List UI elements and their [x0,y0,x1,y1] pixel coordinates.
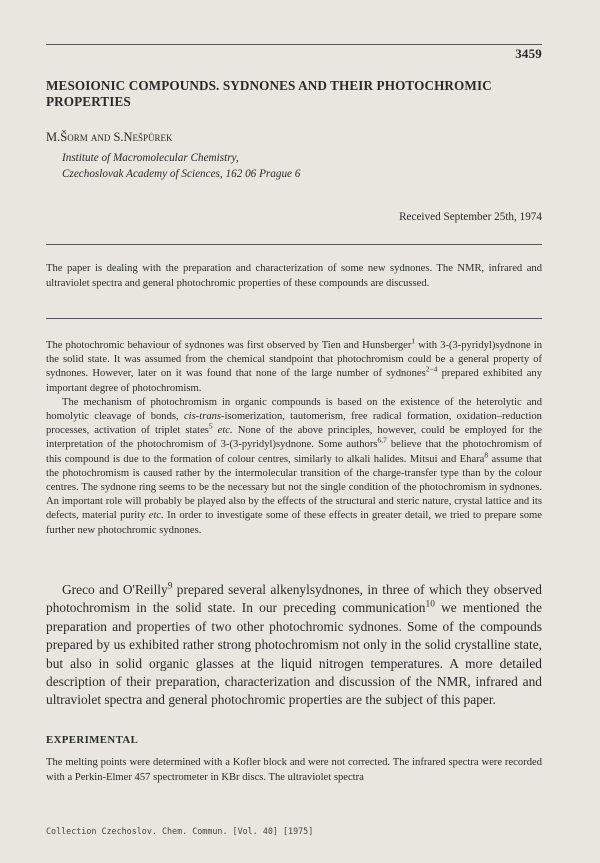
affiliation [62,150,300,182]
top-rule [46,44,542,45]
citation-ref: 9 [167,581,173,592]
intro-paragraph-2 [46,396,542,538]
journal-footer: Collection Czechoslov. Chem. Commun. [Vol. 40] [1975] [46,826,314,836]
text-run: The photochromic behaviour of sydnones was first observed by Tien and Hunsberger [46,340,412,351]
citation-ref: 5 [208,421,213,431]
italic-term: etc. [217,425,233,437]
received-date: Received September 25th, 1974 [399,211,542,223]
page-number: 3459 [515,46,542,61]
text-run: prepared exhibited any important degree of photochromism. [46,368,542,394]
text-run: Greco and O'Reilly [62,582,168,597]
abstract: The paper is dealing with the preparation and characterization of some new sydnones. The NMR, infrared and ultraviolet spectra and general photochromic properties of these compounds are discussed. [46,263,542,289]
citation-ref: 2−4 [425,364,438,374]
main-paragraph [46,581,542,710]
article-title: MESOIONIC COMPOUNDS. SYDNONES AND THEIR PHOTOCHROMIC PROPERTIES [46,78,492,109]
italic-term: cis-trans [183,411,222,423]
text-run: we mentioned the preparation and properties of two other photochromic sydnones. Some of the compounds prepared by us exhibited rather strong photochromism not only in the solid crystalline state, but also in solid organic glasses at the liquid nitrogen temperatures. A more detailed description of their preparation, characterization and discussion of the NMR, infrared and ultraviolet spectra and general photochromic properties are the subject of this paper. [46,600,543,708]
text-run: The mechanism of photochromism in organic compounds is based on the existence of the heterolytic and homolytic cleavage of bonds, [46,396,542,423]
affiliation-line-2: Czechoslovak Academy of Sciences, 162 06 Prague 6 [62,168,301,180]
italic-term: etc. [148,510,164,522]
authors: M.Šorm and S.Nešpůrek [46,130,173,144]
section-heading-experimental: EXPERIMENTAL [46,734,139,746]
abstract-bottom-rule [46,318,542,319]
text-run: prepared several alkenylsydnones, in three of which they observed photochromism in the solid state. In our preceding communication [46,582,542,616]
citation-ref: 8 [484,450,489,460]
text-run: -isomerization, tautomerism, free radical formation, oxidation–reduction processes, activation of triplet states [46,411,542,437]
text-run: None of the above principles, however, could be employed for the interpretation of the photochromism of 3-(3-pyridyl)sydnone. Some authors [46,425,542,451]
citation-ref: 6,7 [377,435,387,445]
affiliation-line-1: Institute of Macromolecular Chemistry, [62,152,239,164]
experimental-text: The melting points were determined with a Kofler block and were not corrected. The infrared spectra were recorded with a Perkin-Elmer 457 spectrometer in KBr discs. The ultraviolet spectra [46,757,542,783]
citation-ref: 10 [425,599,435,610]
text-run: In order to investigate some of these effects in greater detail, we tried to prepare some further new photochromic sydnones. [46,510,542,536]
abstract-top-rule [46,244,542,245]
text-run: assume that the photochromism is caused rather by the intermolecular transition of the charge-transfer type than by the colour centres. The sydnone ring seems to be the necessary but not the single condition of the photochromism in sydnones. An important role will probably be played also by the effects of the structural and steric nature, crystal lattice and its defects, material purity [46,453,542,522]
introduction [46,336,542,538]
citation-ref: 1 [411,336,416,346]
text-run: with 3-(3-pyridyl)sydnone in the solid state. It was assumed from the chemical standpoint that photochromism could be a general property of sydnones. However, later on it was found that none of the large number of sydnones [46,340,542,380]
main-paragraph-text [46,581,542,710]
intro-paragraph-1 [46,336,542,396]
text-run: believe that the photochromism of this compound is due to the formation of colour centres, similarly to alkali halides. Mitsui and Ehara [46,439,542,465]
